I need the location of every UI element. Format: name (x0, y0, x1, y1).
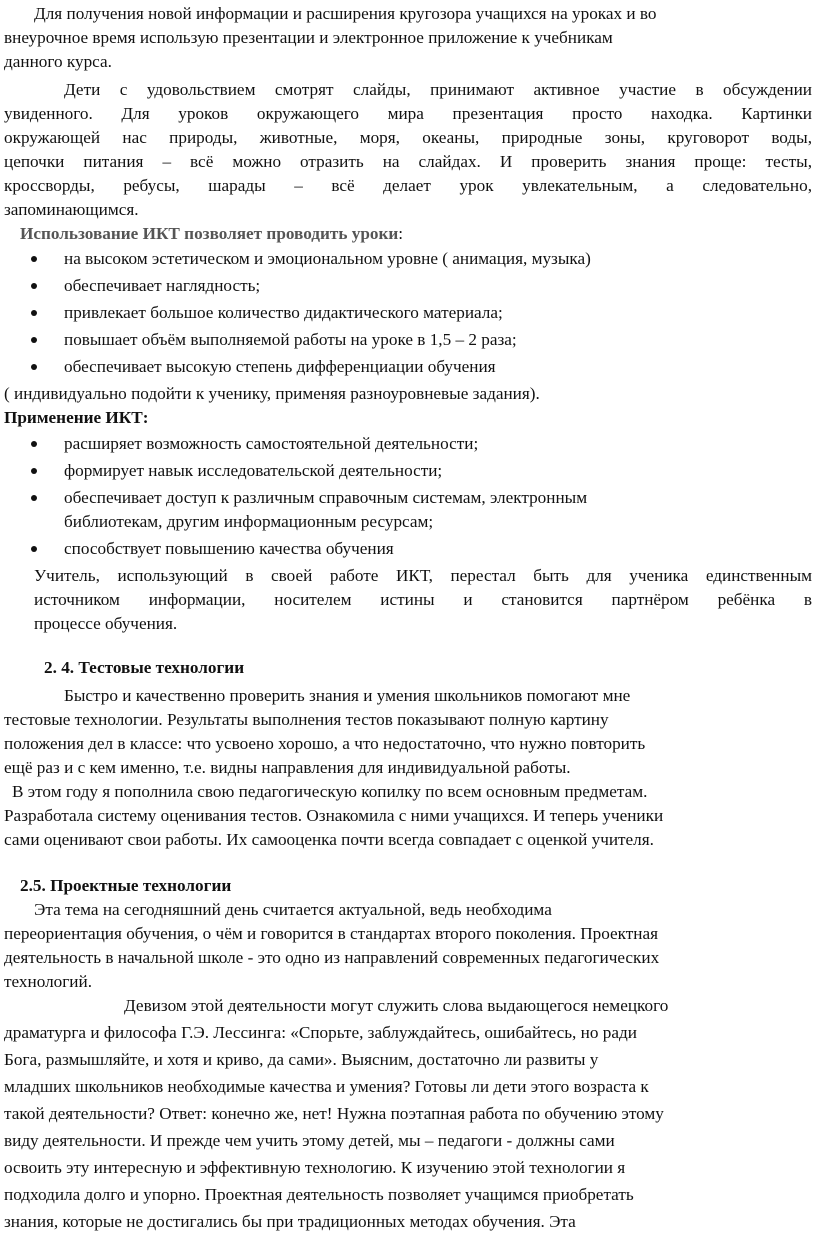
bullet-icon (31, 256, 37, 262)
paragraph-line: Эта тема на сегодняшний день считается актуальной, ведь необходима (34, 900, 552, 919)
paragraph-line: ещё раз и с кем именно, т.е. видны направления для индивидуальной работы. (4, 758, 571, 777)
paragraph-line: запоминающимся. (4, 200, 139, 219)
paragraph-line: младших школьников необходимые качества и умения? Готовы ли дети этого возраста к (4, 1077, 649, 1096)
section-heading-2-5: 2.5. Проектные технологии (20, 876, 232, 895)
paragraph-line: освоить эту интересную и эффективную технологию. К изучению этой технологии я (4, 1158, 626, 1177)
bullet-icon (31, 495, 37, 501)
paragraph-line: сами оценивают свои работы. Их самооценка почти всегда совпадает с оценкой учителя. (4, 830, 654, 849)
bullet-icon (31, 364, 37, 370)
list-item: обеспечивает наглядность; (64, 276, 261, 295)
bullet-icon (31, 546, 37, 552)
paragraph-line: деятельность в начальной школе - это одно из направлений современных педагогических (4, 948, 660, 967)
paragraph-line: увиденного. Для уроков окружающего мира презентация просто находка. Картинки (4, 104, 812, 123)
paragraph-line: Учитель, использующий в своей работе ИКТ, перестал быть для ученика единственным (34, 566, 812, 585)
list-item: на высоком эстетическом и эмоциональном уровне ( анимация, музыка) (64, 249, 591, 268)
bullet-icon (31, 468, 37, 474)
bullet-icon (31, 283, 37, 289)
paragraph-line: Бога, размышляйте, и хотя и криво, да сами». Выясним, достаточно ли развиты у (4, 1050, 599, 1069)
bullet-icon (31, 441, 37, 447)
paragraph-line: тестовые технологии. Результаты выполнения тестов показывают полную картину (4, 710, 609, 729)
list-item: повышает объём выполняемой работы на уроке в 1,5 – 2 раза; (64, 330, 517, 349)
list-item: расширяет возможность самостоятельной деятельности; (64, 434, 479, 453)
paragraph-line: данного курса. (4, 52, 112, 71)
paragraph-line: цепочки питания – всё можно отразить на слайдах. И проверить знания проще: тесты, (4, 152, 812, 171)
list-item: формирует навык исследовательской деятельности; (64, 461, 443, 480)
paragraph-line: такой деятельности? Ответ: конечно же, нет! Нужна поэтапная работа по обучению этому (4, 1104, 664, 1123)
list-item: обеспечивает высокую степень дифференциации обучения (64, 357, 496, 376)
paragraph-line: процессе обучения. (34, 614, 178, 633)
list-item: способствует повышению качества обучения (64, 539, 394, 558)
list-item: обеспечивает доступ к различным справочным системам, электронным (64, 488, 588, 507)
ikt-heading-text: Использование ИКТ позволяет проводить уроки (20, 224, 399, 243)
ikt-heading (20, 222, 403, 246)
paragraph-line: внеурочное время использую презентации и электронное приложение к учебникам (4, 28, 613, 47)
paragraph-line: переориентация обучения, о чём и говорится в стандартах второго поколения. Проектная (4, 924, 659, 943)
list-item-continuation: библиотекам, другим информационным ресурсам; (64, 512, 434, 531)
paragraph-line: положения дел в классе: что усвоено хорошо, а что недостаточно, что нужно повторить (4, 734, 646, 753)
paragraph-line: подходила долго и упорно. Проектная деятельность позволяет учащимся приобретать (4, 1185, 634, 1204)
ikt-heading-colon: : (398, 224, 404, 243)
section-heading-2-4: 2. 4. Тестовые технологии (44, 658, 245, 677)
paragraph-line: драматурга и философа Г.Э. Лессинга: «Спорьте, заблуждайтесь, ошибайтесь, но ради (4, 1023, 637, 1042)
paragraph-line: Девизом этой деятельности могут служить слова выдающегося немецкого (124, 996, 669, 1015)
paragraph-line: кроссворды, ребусы, шарады – всё делает урок увлекательным, а следовательно, (4, 176, 812, 195)
paragraph-line: Разработала систему оценивания тестов. Ознакомила с ними учащихся. И теперь ученики (4, 806, 664, 825)
bullet-icon (31, 337, 37, 343)
apply-heading: Применение ИКТ: (4, 408, 149, 427)
list-item: привлекает большое количество дидактического материала; (64, 303, 503, 322)
paragraph-line: виду деятельности. И прежде чем учить этому детей, мы – педагоги - должны сами (4, 1131, 615, 1150)
paragraph-line: знания, которые не достигались бы при традиционных методах обучения. Эта (4, 1212, 576, 1231)
paragraph-line: источником информации, носителем истины и становится партнёром ребёнка в (34, 590, 812, 609)
paragraph-line: технологий. (4, 972, 92, 991)
paragraph-line: Для получения новой информации и расширения кругозора учащихся на уроках и во (34, 4, 657, 23)
paragraph-line: окружающей нас природы, животные, моря, океаны, природные зоны, круговорот воды, (4, 128, 812, 147)
bullet-icon (31, 310, 37, 316)
paragraph-line: Быстро и качественно проверить знания и умения школьников помогают мне (64, 686, 631, 705)
paragraph-line: В этом году я пополнила свою педагогическую копилку по всем основным предметам. (12, 782, 648, 801)
paragraph-line: Дети с удовольствием смотрят слайды, принимают активное участие в обсуждении (64, 80, 812, 99)
paragraph-line: ( индивидуально подойти к ученику, применяя разноуровневые задания). (4, 384, 540, 403)
